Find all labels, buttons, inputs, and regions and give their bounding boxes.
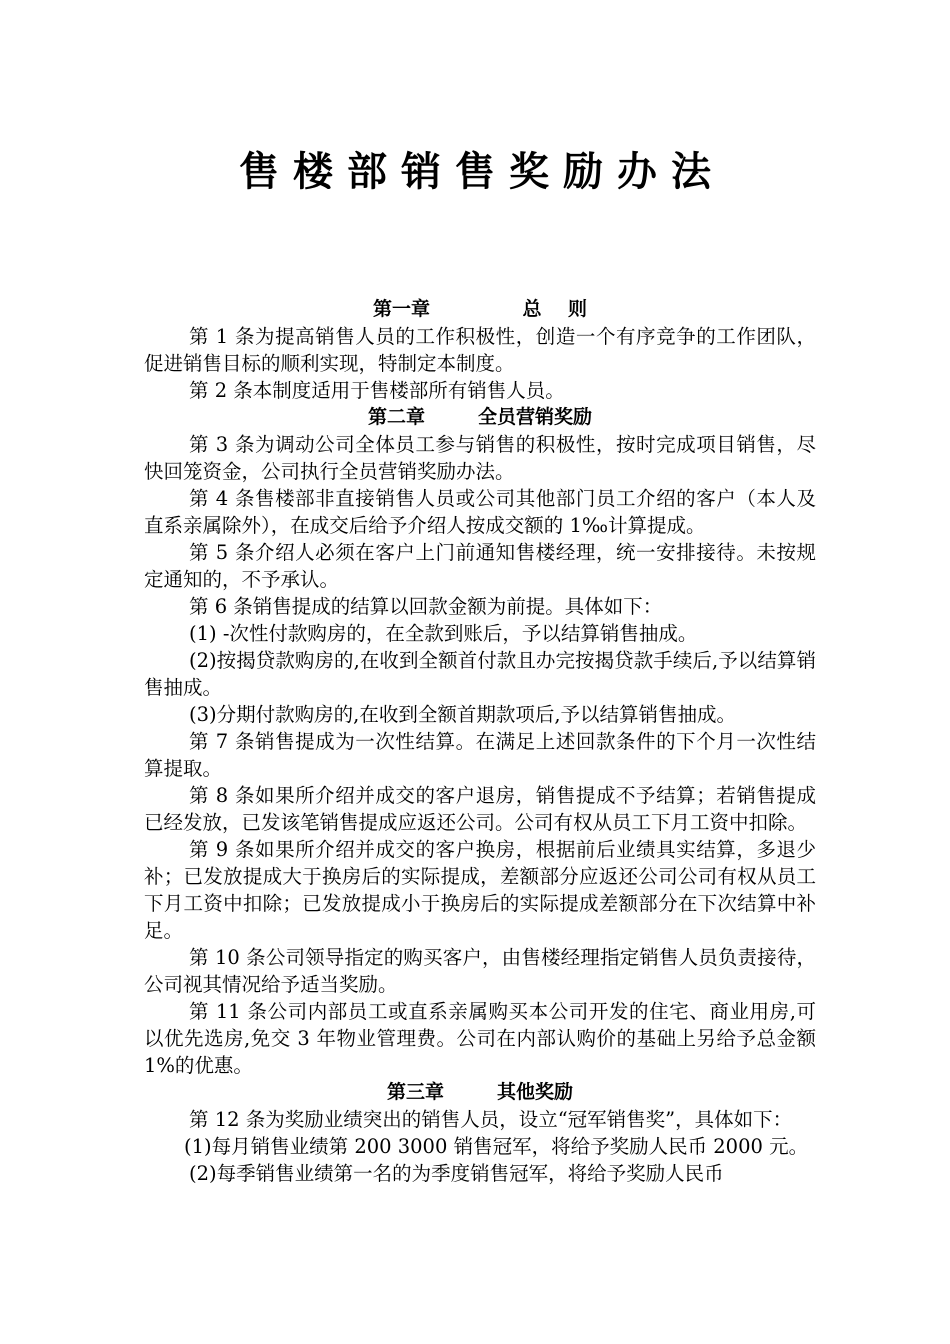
article-9: 第 9 条如果所介绍并成交的客户换房，根据前后业绩具实结算，多退少补；已发放提成大于换房后的实际提成，差额部分应返还公司公司有权从员工下月工资中扣除；已发放提成小于换房后的实际提成差额部分在下次结算中补足。 (144, 838, 816, 942)
article-10: 第 10 条公司领导指定的购买客户，由售楼经理指定销售人员负责接待，公司视其情况给予适当奖励。 (144, 946, 816, 996)
article-6-item-3: (3)分期付款购房的,在收到全额首期款项后,予以结算销售抽成。 (189, 703, 737, 726)
article-2: 第 2 条本制度适用于售楼部所有销售人员。 (189, 379, 565, 402)
chapter-2-heading: 第二章 全员营销奖励 (368, 406, 592, 428)
article-12: 第 12 条为奖励业绩突出的销售人员，设立“冠军销售奖”，具体如下： (189, 1108, 793, 1131)
article-4: 第 4 条售楼部非直接销售人员或公司其他部门员工介绍的客户（本人及直系亲属除外），在成交后给予介绍人按成交额的 1‰计算提成。 (144, 487, 816, 537)
article-7: 第 7 条销售提成为一次性结算。在满足上述回款条件的下个月一次性结算提取。 (144, 730, 816, 780)
article-5: 第 5 条介绍人必须在客户上门前通知售楼经理，统一安排接待。未按规定通知的，不予承认。 (144, 541, 816, 591)
chapter-1-heading: 第一章 总 则 (372, 298, 588, 320)
article-1: 第 1 条为提高销售人员的工作积极性，创造一个有序竞争的工作团队，促进销售目标的顺利实现，特制定本制度。 (144, 325, 816, 375)
article-6: 第 6 条销售提成的结算以回款金额为前提。具体如下： (189, 595, 663, 618)
article-12-item-2: (2)每季销售业绩第一名的为季度销售冠军，将给予奖励人民币 (189, 1162, 724, 1185)
document-body (144, 296, 816, 1187)
page-title: 售楼部销售奖励办法 (239, 149, 725, 195)
article-6-item-1: (1) -次性付款购房的，在全款到账后，予以结算销售抽成。 (189, 622, 698, 645)
article-12-item-1: (1)每月销售业绩第 200 3000 销售冠军，将给予奖励人民币 2000 元。 (184, 1135, 809, 1158)
article-11: 第 11 条公司内部员工或直系亲属购买本公司开发的住宅、商业用房,可以优先选房,免交 3 年物业管理费。公司在内部认购价的基础上另给予总金额 1%的优惠。 (144, 1000, 816, 1077)
article-6-item-2: (2)按揭贷款购房的,在收到全额首付款且办完按揭贷款手续后,予以结算销售抽成。 (144, 649, 816, 699)
article-3: 第 3 条为调动公司全体员工参与销售的积极性，按时完成项目销售，尽快回笼资金，公司执行全员营销奖励办法。 (144, 433, 816, 483)
article-8: 第 8 条如果所介绍并成交的客户退房，销售提成不予结算；若销售提成已经发放，已发该笔销售提成应返还公司。公司有权从员工下月工资中扣除。 (144, 784, 816, 834)
chapter-3-heading: 第三章 其他奖励 (387, 1081, 573, 1103)
